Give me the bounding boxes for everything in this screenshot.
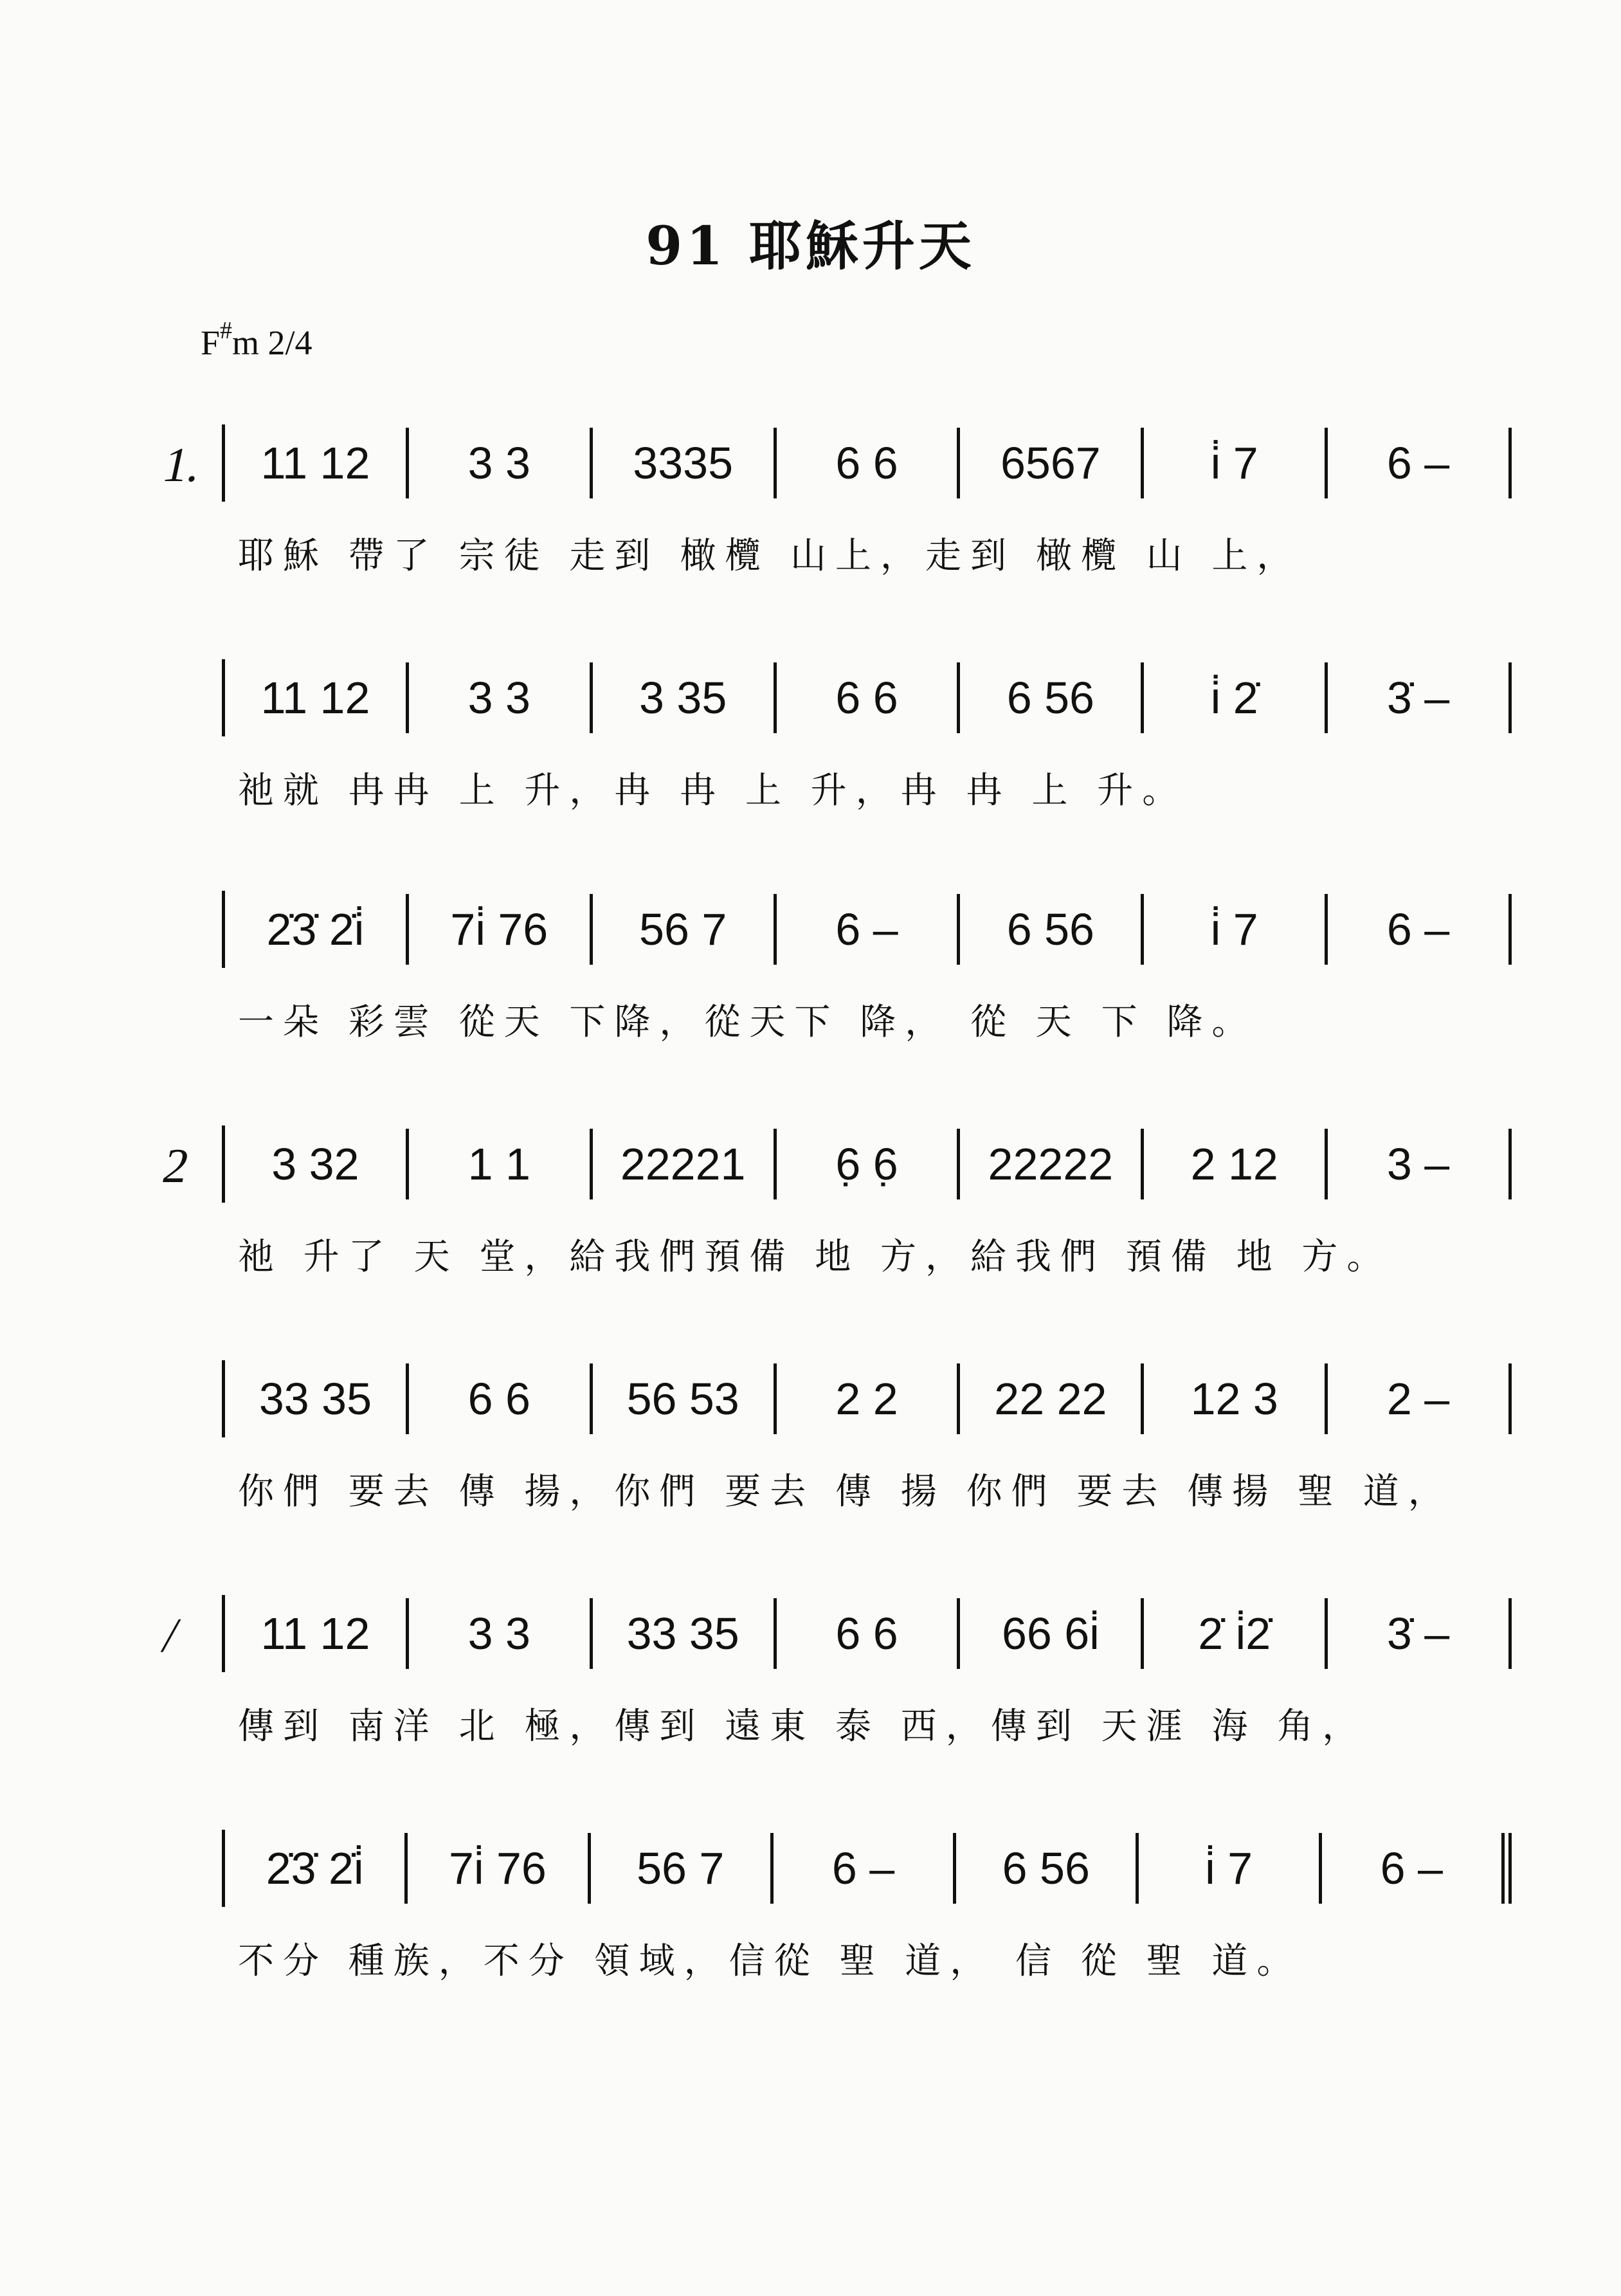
measure: 33 35 xyxy=(225,1363,409,1434)
key-mode-time: m 2/4 xyxy=(232,323,312,362)
measure: 1 1 xyxy=(409,1129,593,1199)
measure: 6 6 xyxy=(777,662,961,733)
measure: 22222 xyxy=(960,1129,1144,1199)
lyrics-row: 祂就 冉冉 上 升，冉 冉 上 升，冉 冉 上 升。 xyxy=(238,770,1188,812)
measure: 12 3 xyxy=(1144,1363,1328,1434)
notation-row xyxy=(222,1125,1512,1203)
measure: 2 2 xyxy=(777,1363,961,1434)
measure: 6 56 xyxy=(960,662,1144,733)
measure: 7i̇ 76 xyxy=(408,1833,590,1904)
measure: 6 56 xyxy=(960,894,1144,965)
measure: i̇ 7 xyxy=(1139,1833,1321,1904)
measure: 2̇3̇ 2̇i̇ xyxy=(225,894,409,965)
measure: 3 3 xyxy=(409,428,593,498)
lyrics-row: 耶穌 帶了 宗徒 走到 橄欖 山上，走到 橄欖 山 上， xyxy=(238,535,1302,577)
measure: 6 – xyxy=(774,1833,956,1904)
measure: 22 22 xyxy=(960,1363,1144,1434)
key-sharp: # xyxy=(220,317,233,344)
key-signature xyxy=(201,317,312,363)
measure: i̇ 2̇ xyxy=(1144,662,1328,733)
measure: i̇ 7 xyxy=(1144,894,1328,965)
lyrics-row: 傳到 南洋 北 極，傳到 遠東 泰 西，傳到 天涯 海 角， xyxy=(238,1706,1368,1747)
measure: 11 12 xyxy=(225,1598,409,1669)
measure: 6567 xyxy=(960,428,1144,498)
score-line xyxy=(0,412,1621,579)
measure: i̇ 7 xyxy=(1144,428,1328,498)
measure: 6 – xyxy=(1322,1833,1512,1904)
measure: 6 – xyxy=(777,894,961,965)
measure: 2 – xyxy=(1328,1363,1512,1434)
measure: 3 – xyxy=(1328,1129,1512,1199)
score-line xyxy=(0,878,1621,1045)
measure: 66 6i̇ xyxy=(960,1598,1144,1669)
measure: 6 56 xyxy=(956,1833,1139,1904)
measure: 3̇ – xyxy=(1328,1598,1512,1669)
measure: 6 6 xyxy=(777,428,961,498)
notation-row xyxy=(222,424,1512,502)
measure: 6 – xyxy=(1328,894,1512,965)
key-root: F xyxy=(201,323,221,362)
notation-row xyxy=(222,1595,1512,1672)
measure: 6̣ 6̣ xyxy=(777,1129,961,1199)
measure: 3 3 xyxy=(409,1598,593,1669)
measure: 6 – xyxy=(1328,428,1512,498)
lyrics-row: 祂 升了 天 堂，給我們預備 地 方，給我們 預備 地 方。 xyxy=(238,1236,1392,1278)
measure: 7i̇ 76 xyxy=(409,894,593,965)
measure: 3 35 xyxy=(593,662,777,733)
score-line xyxy=(0,1817,1621,1984)
lyrics-row: 不分 種族，不分 領域，信從 聖 道， 信 從 聖 道。 xyxy=(238,1940,1302,1982)
measure: 3335 xyxy=(593,428,777,498)
score-line xyxy=(0,1347,1621,1515)
measure: 22221 xyxy=(593,1129,777,1199)
measure: 3̇ – xyxy=(1328,662,1512,733)
measure: 56 7 xyxy=(591,1833,774,1904)
measure: 56 7 xyxy=(593,894,777,965)
measure: 33 35 xyxy=(593,1598,777,1669)
notation-row xyxy=(222,1360,1512,1437)
measure: 6 6 xyxy=(409,1363,593,1434)
measure: 3 32 xyxy=(225,1129,409,1199)
lyrics-row: 你們 要去 傳 揚，你們 要去 傳 揚 你們 要去 傳揚 聖 道， xyxy=(238,1471,1453,1513)
score-line xyxy=(0,1113,1621,1280)
measure: 6 6 xyxy=(777,1598,961,1669)
measure: 2̇3̇ 2̇i̇ xyxy=(225,1833,408,1904)
measure: 11 12 xyxy=(225,662,409,733)
verse-marker: 2 xyxy=(158,1139,195,1193)
measure: 2̇ i̇2̇ xyxy=(1144,1598,1328,1669)
score-line xyxy=(0,1582,1621,1749)
notation-row xyxy=(222,891,1512,968)
lyrics-row: 一朵 彩雲 從天 下降，從天下 降， 從 天 下 降。 xyxy=(238,1001,1257,1043)
measure: 56 53 xyxy=(593,1363,777,1434)
notation-row xyxy=(222,659,1512,736)
song-title: 91 耶穌升天 xyxy=(646,215,975,277)
measure: 11 12 xyxy=(225,428,409,498)
verse-marker: 1. xyxy=(158,438,207,492)
notation-row xyxy=(222,1830,1512,1907)
verse-marker: / xyxy=(158,1608,184,1663)
measure: 2 12 xyxy=(1144,1129,1328,1199)
measure: 3 3 xyxy=(409,662,593,733)
score-line xyxy=(0,646,1621,814)
